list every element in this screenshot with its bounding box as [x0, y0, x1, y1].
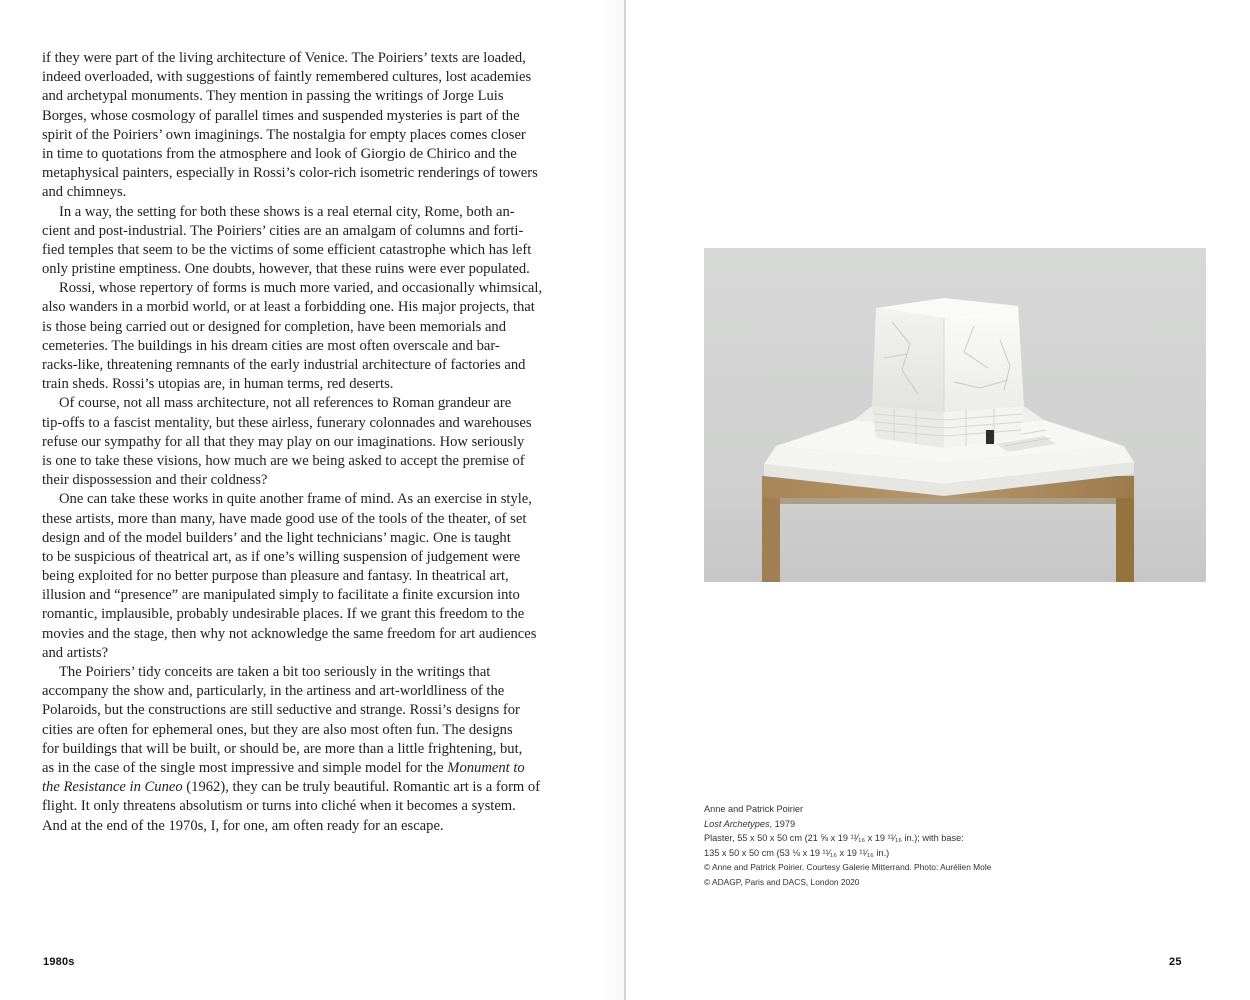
caption-dimensions-base: 135 x 50 x 50 cm (53 ⅛ x 19 ¹¹⁄₁₆ x 19 ¹¹⁄₁₆ in.)	[704, 847, 890, 858]
text-line: fied temples that seem to be the victims of some efficient catastrophe which has left	[42, 241, 532, 258]
sculpture-photo-icon	[704, 248, 1206, 582]
text-line: cities are often for ephemeral ones, but they are also most often fun. The designs	[42, 721, 513, 738]
text-line: their dispossession and their coldness?	[42, 472, 268, 489]
text-line: is those being carried out or designed for completion, have been memorials and	[42, 318, 507, 335]
text-line: In a way, the setting for both these shows is a real eternal city, Rome, both an-	[59, 203, 515, 220]
italic-title: Monument to	[447, 759, 525, 776]
left-page	[0, 0, 624, 1000]
text-line-cuneo	[42, 778, 550, 797]
text-line: illusion and “presence” are manipulated simply to facilitate a finite excursion into	[42, 587, 520, 604]
text-line: Polaroids, but the constructions are still seductive and strange. Rossi’s designs for	[42, 702, 520, 719]
text-line: movies and the stage, then why not acknowledge the same freedom for art audiences	[42, 625, 537, 642]
photo-caption	[704, 802, 1124, 890]
text-line: Rossi, whose repertory of forms is much more varied, and occasionally whimsical,	[59, 280, 543, 297]
caption-title-line	[704, 817, 1124, 832]
sculpture-photo	[704, 248, 1206, 582]
text-line: cemeteries. The buildings in his dream cities are most often overscale and bar-	[42, 337, 500, 354]
text-line: design and of the model builders’ and the light technicians’ magic. One is taught	[42, 529, 511, 546]
text-line: only pristine emptiness. One doubts, however, that these ruins were ever populated.	[42, 261, 530, 278]
line-text: as in the case of the single most impressive and simple model for the	[42, 759, 448, 776]
caption-title: Lost Archetypes	[704, 818, 770, 829]
gutter-shadow	[600, 0, 624, 1000]
text-line: The Poiriers’ tidy conceits are taken a bit too seriously in the writings that	[59, 664, 491, 680]
text-line: cient and post-industrial. The Poiriers’ cities are an amalgam of columns and forti-	[42, 222, 524, 239]
text-line: racks-like, threatening remnants of the early industrial architecture of factories and	[42, 357, 526, 373]
text-line: spirit of the Poiriers’ own imaginings. The nostalgia for empty places comes closer	[42, 126, 526, 143]
text-line: tip-offs to a fascist mentality, but these airless, funerary colonnades and warehouses	[42, 414, 532, 431]
caption-dimensions: Plaster, 55 x 50 x 50 cm (21 ⅝ x 19 ¹¹⁄₁₆ x 19 ¹¹⁄₁₆ in.); with base:	[704, 833, 964, 844]
text-line: romantic, implausible, probably undesirable places. If we grant this freedom to the	[42, 606, 525, 623]
text-line: and archetypal monuments. They mention in passing the writings of Jorge Luis	[42, 88, 504, 105]
text-line: And at the end of the 1970s, I, for one, am often ready for an escape.	[42, 817, 444, 834]
text-line: is one to take these visions, how much are we being asked to accept the premise of	[42, 452, 525, 469]
text-line: Borges, whose cosmology of parallel times and suspended mysteries is part of the	[42, 107, 520, 124]
text-line: flight. It only threatens absolutism or turns into cliché when it becomes a system.	[42, 798, 516, 815]
text-line: indeed overloaded, with suggestions of faintly remembered cultures, lost academies	[42, 69, 532, 86]
text-line: for buildings that will be built, or should be, are more than a little frightening, but,	[42, 740, 523, 757]
text-line: accompany the show and, particularly, in the artiness and art-worldliness of the	[42, 683, 505, 700]
text-line: to be suspicious of theatrical art, as if one’s willing suspension of judgement were	[42, 548, 521, 565]
text-line: metaphysical painters, especially in Rossi’s color-rich isometric renderings of towers	[42, 165, 538, 182]
text-line: train sheds. Rossi’s utopias are, in human terms, red deserts.	[42, 376, 394, 393]
section-footer: 1980s	[43, 956, 75, 968]
right-page	[626, 0, 1250, 1000]
text-line: also wanders in a morbid world, or at least a forbidding one. His major projects, that	[42, 299, 535, 316]
text-line: One can take these works in quite another frame of mind. As an exercise in style,	[59, 491, 532, 508]
text-line-monument	[42, 759, 550, 778]
text-line: these artists, more than many, have made good use of the tools of the theater, of set	[42, 510, 527, 527]
text-line: if they were part of the living architecture of Venice. The Poiriers’ texts are loaded,	[42, 50, 526, 66]
line-text: (1962), they can be truly beautiful. Romantic art is a form of	[182, 779, 541, 796]
page-number: 25	[1169, 956, 1182, 968]
text-line: in time to quotations from the atmosphere and look of Giorgio de Chirico and the	[42, 145, 517, 162]
essay-body-text	[42, 49, 550, 836]
caption-copyright: © ADAGP, Paris and DACS, London 2020	[704, 876, 860, 887]
italic-title: the Resistance in Cuneo	[42, 779, 183, 796]
text-line: and artists?	[42, 644, 109, 661]
text-line: refuse our sympathy for all that they may play on our imaginations. How seriously	[42, 433, 525, 450]
text-line: being exploited for no better purpose than pleasure and fantasy. In theatrical art,	[42, 568, 509, 585]
text-line: and chimneys.	[42, 184, 127, 201]
caption-artist: Anne and Patrick Poirier	[704, 804, 804, 814]
caption-credit: © Anne and Patrick Poirier. Courtesy Galerie Mitterrand. Photo: Aurélien Mole	[704, 862, 992, 873]
text-line: Of course, not all mass architecture, not all references to Roman grandeur are	[59, 395, 512, 412]
caption-year: , 1979	[769, 818, 796, 829]
